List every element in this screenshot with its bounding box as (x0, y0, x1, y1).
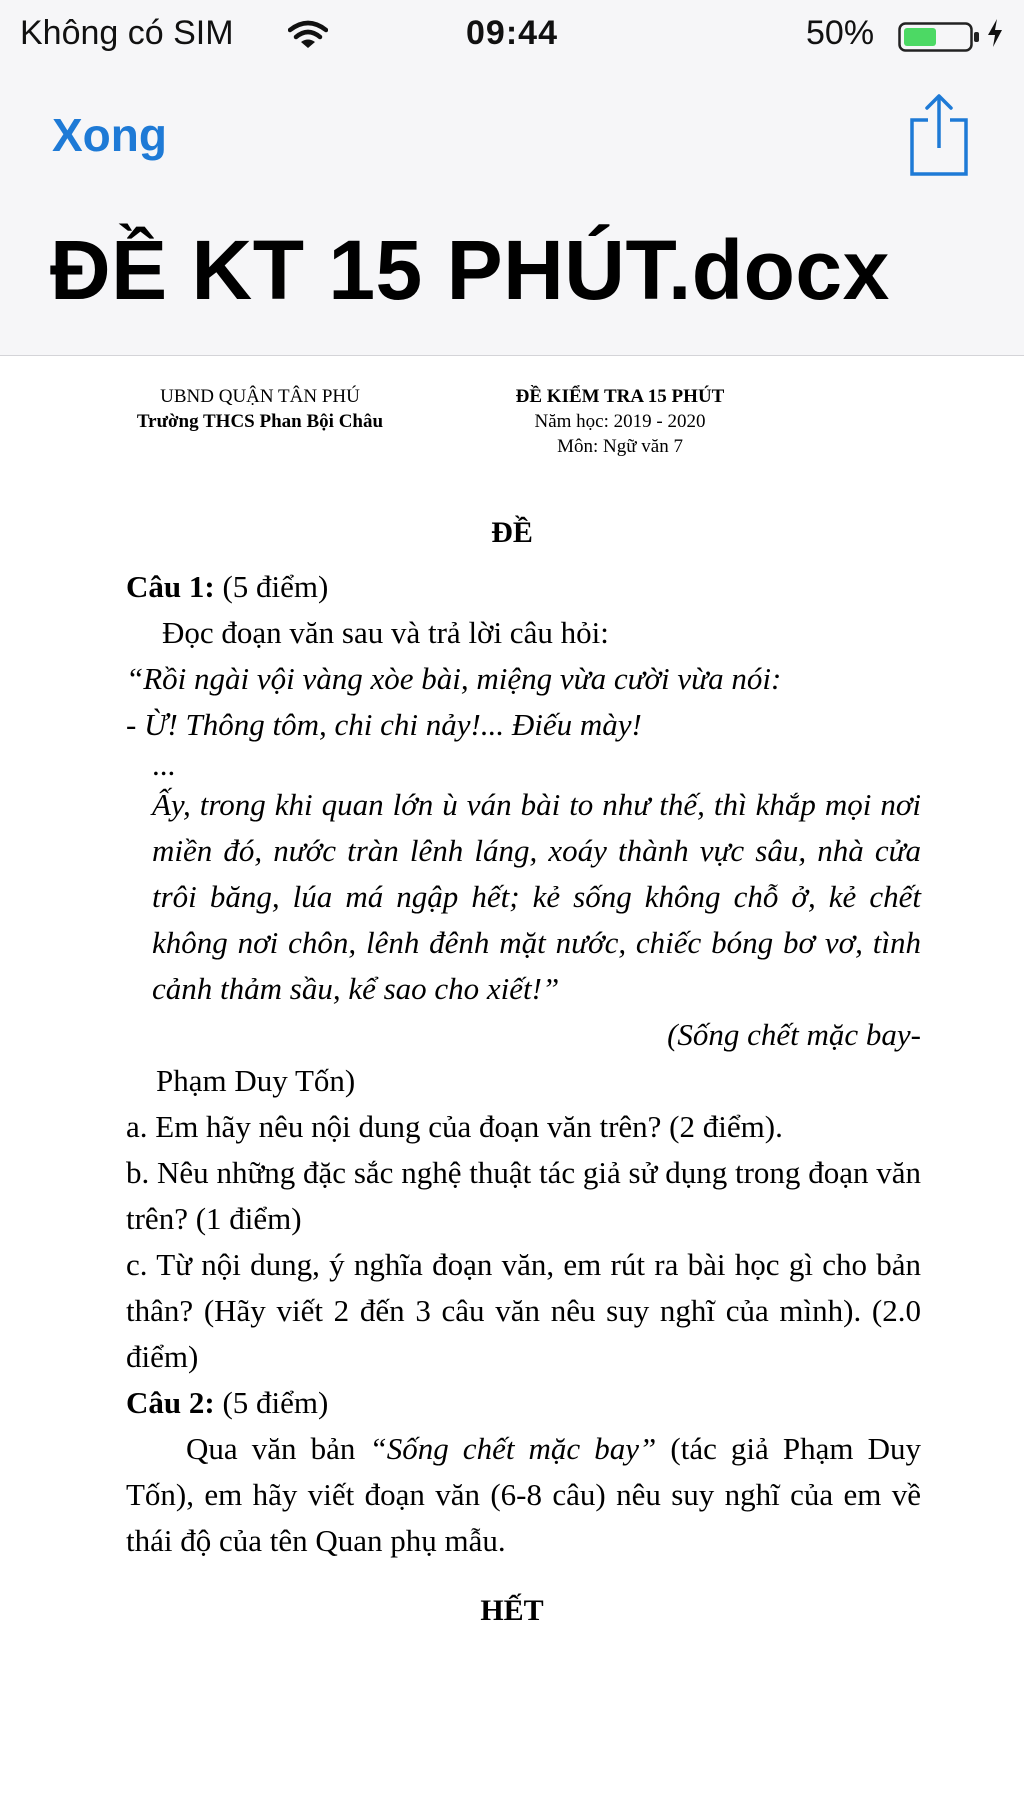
district-name: UBND QUẬN TÂN PHÚ (160, 386, 360, 407)
document-title: ĐỀ KT 15 PHÚT.docx (50, 223, 890, 317)
charging-bolt-icon (986, 18, 1004, 57)
quote-line-1: “Rồi ngài vội vàng xòe bài, miệng vừa cười vừa nói: (126, 661, 782, 696)
question-1-instruction: Đọc đoạn văn sau và trả lời câu hỏi: (162, 615, 609, 650)
quote-line-2: - Ừ! Thông tôm, chi chi nảy!... Điếu mày! (126, 707, 642, 742)
clock: 09:44 (466, 14, 558, 52)
question-1a: a. Em hãy nêu nội dung của đoạn văn trên? (2 điểm). (126, 1109, 783, 1144)
carrier-label: Không có SIM (20, 14, 234, 52)
question-2-pre: Qua văn bản (186, 1431, 370, 1466)
question-1-points: (5 điểm) (214, 569, 329, 604)
question-2-heading (126, 1380, 921, 1426)
question-2-text (126, 1426, 921, 1564)
status-bar (0, 12, 1024, 56)
section-heading: ĐỀ (491, 516, 533, 549)
end-marker: HẾT (480, 1594, 544, 1627)
quote-ellipsis: ... (152, 747, 176, 782)
question-1c: c. Từ nội dung, ý nghĩa đoạn văn, em rút ra bài học gì cho bản thân? (Hãy viết 2 đến 3 câu văn nêu suy nghĩ của mình). (2.0 điểm) (126, 1247, 921, 1374)
source-citation: (Sống chết mặc bay- (667, 1017, 921, 1052)
question-2-points: (5 điểm) (214, 1385, 329, 1420)
school-name: Trường THCS Phan Bội Châu (136, 411, 384, 432)
school-header (95, 384, 425, 434)
done-button[interactable]: Xong (52, 109, 167, 161)
battery-percentage: 50% (806, 14, 875, 52)
question-1b: b. Nêu những đặc sắc nghệ thuật tác giả sử dụng trong đoạn văn trên? (1 điểm) (126, 1155, 921, 1236)
question-1-heading (126, 564, 921, 610)
question-2-label: Câu 2: (126, 1385, 215, 1420)
question-2-work-title: “Sống chết mặc bay” (369, 1431, 657, 1466)
share-button[interactable] (906, 92, 972, 183)
navigation-header (0, 0, 1024, 356)
subject: Môn: Ngữ văn 7 (557, 436, 683, 457)
source-author: Phạm Duy Tốn) (156, 1063, 356, 1098)
share-icon (906, 92, 972, 178)
exam-body (126, 564, 921, 1564)
question-1-label: Câu 1: (126, 569, 215, 604)
quote-paragraph: Ấy, trong khi quan lớn ù ván bài to như thế, thì khắp mọi nơi miền đó, nước tràn lênh láng, xoáy thành vực sâu, nhà cửa trôi băng, lúa má ngập hết; kẻ sống không chỗ ở, kẻ chết không nơi chôn, lênh đênh mặt nước, chiếc bóng bơ vơ, tình cảnh thảm sầu, kể sao cho xiết!” (152, 787, 921, 1006)
question-2-post: (tác giả Phạm Duy Tốn), em hãy viết đoạn văn (6-8 câu) nêu suy nghĩ của em về thái độ của tên Quan phụ mẫu. (126, 1431, 921, 1558)
exam-title: ĐỀ KIỂM TRA 15 PHÚT (515, 386, 725, 407)
exam-header (455, 384, 785, 459)
school-year: Năm học: 2019 - 2020 (534, 411, 706, 432)
battery-icon (898, 22, 982, 61)
